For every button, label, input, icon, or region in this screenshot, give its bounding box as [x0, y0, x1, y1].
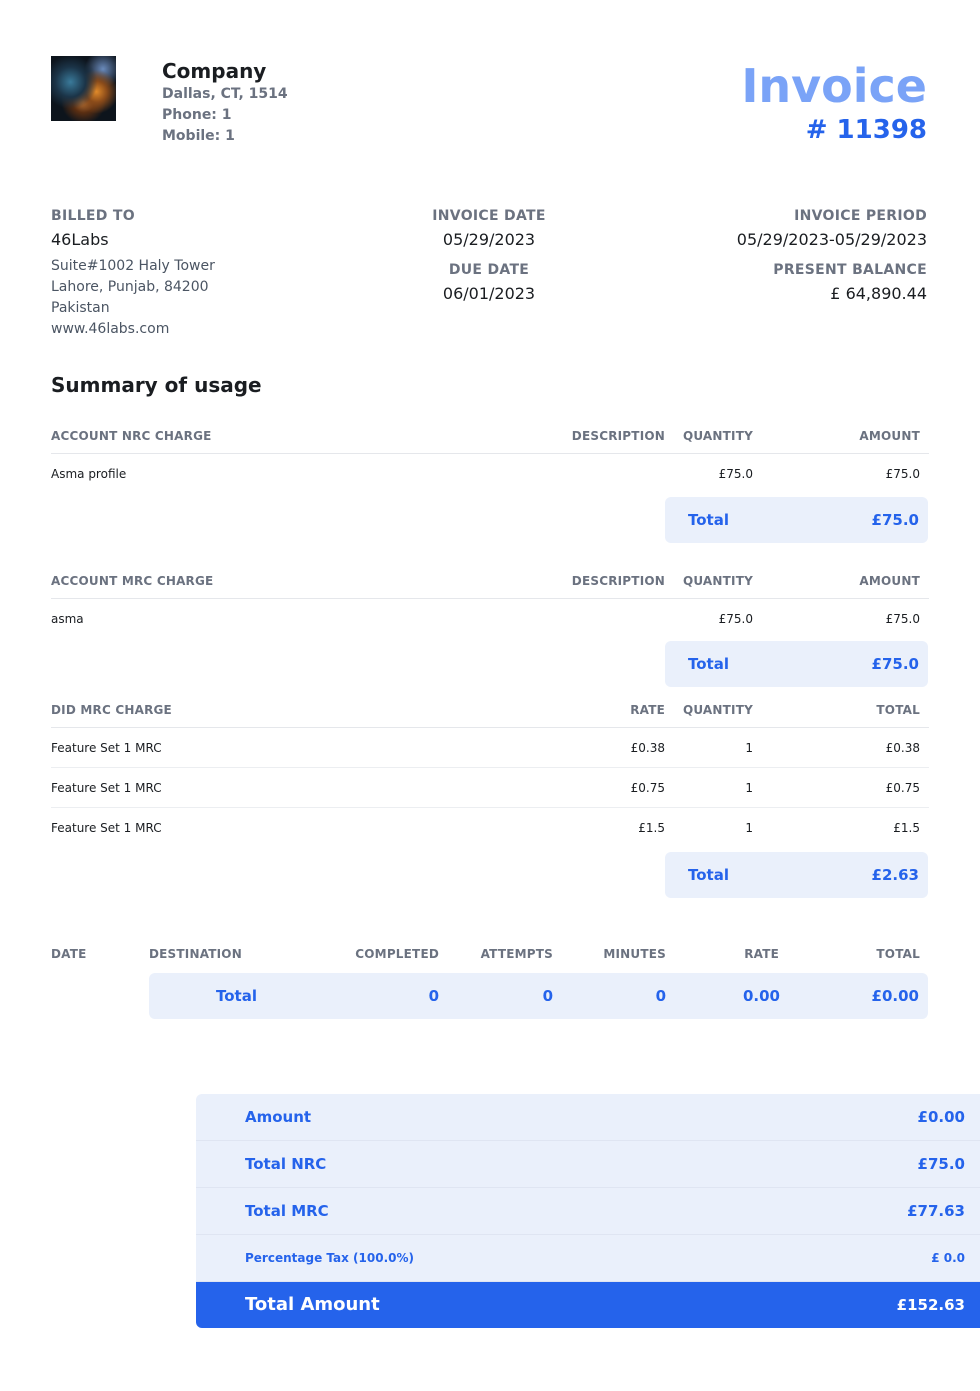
cdr-total-completed: 0	[428, 987, 439, 1005]
total-label: Total	[688, 866, 729, 884]
company-mobile: Mobile: 1	[162, 128, 235, 144]
did-total-value: £2.63	[871, 866, 919, 884]
did-header-charge: DID MRC CHARGE	[51, 703, 172, 717]
invoice-period	[737, 208, 927, 305]
final-nrc-value: £75.0	[917, 1155, 965, 1173]
present-balance: £ 64,890.44	[830, 284, 927, 303]
invoice-period-label: INVOICE PERIOD	[794, 208, 927, 224]
grand-total-label: Total Amount	[245, 1294, 380, 1315]
mrc-header-quantity: QUANTITY	[682, 574, 753, 588]
row-total: £1.5	[893, 821, 920, 835]
did-header-rate: RATE	[630, 703, 665, 717]
row-name: Asma profile	[51, 467, 127, 481]
cdr-header-destination: DESTINATION	[149, 947, 242, 961]
cdr-table-header	[51, 937, 929, 971]
final-nrc-label: Total NRC	[245, 1155, 327, 1173]
table-row	[51, 599, 929, 639]
final-tax-value: £ 0.0	[931, 1251, 965, 1265]
due-date: 06/01/2023	[442, 284, 536, 303]
invoice-period-value: 05/29/2023-05/29/2023	[736, 230, 927, 249]
cdr-total-value: £0.00	[871, 987, 919, 1005]
nrc-header-charge: ACCOUNT NRC CHARGE	[51, 429, 212, 443]
grand-total-value: £152.63	[896, 1296, 965, 1314]
table-row	[51, 808, 929, 848]
cdr-header-rate: RATE	[744, 947, 779, 961]
final-nrc-row	[196, 1141, 980, 1188]
table-row	[51, 768, 929, 808]
did-total-box	[665, 852, 928, 898]
final-tax-label: Percentage Tax (100.0%)	[245, 1251, 414, 1265]
cdr-total-row	[149, 973, 928, 1019]
row-quantity: £75.0	[718, 612, 753, 626]
row-quantity: 1	[745, 821, 753, 835]
billed-to-website: www.46labs.com	[51, 321, 170, 337]
cdr-header-date: DATE	[51, 947, 87, 961]
nrc-header-amount: AMOUNT	[859, 429, 920, 443]
due-date-label: DUE DATE	[448, 262, 530, 278]
row-quantity: 1	[745, 781, 753, 795]
cdr-total-rate: 0.00	[742, 987, 780, 1005]
row-total: £0.38	[885, 741, 920, 755]
row-quantity: 1	[745, 741, 753, 755]
total-label: Total	[688, 511, 729, 529]
billed-to-country: Pakistan	[51, 300, 110, 316]
row-name: Feature Set 1 MRC	[51, 781, 162, 795]
mrc-total-value: £75.0	[871, 655, 919, 673]
table-header	[51, 418, 929, 454]
company-info	[162, 58, 288, 147]
did-table	[51, 692, 929, 848]
row-name: Feature Set 1 MRC	[51, 741, 162, 755]
company-logo	[51, 56, 116, 121]
company-phone: Phone: 1	[162, 107, 232, 123]
final-amount-row	[196, 1094, 980, 1141]
row-name: asma	[51, 612, 84, 626]
cdr-total-minutes: 0	[655, 987, 666, 1005]
row-quantity: £75.0	[718, 467, 753, 481]
billed-to-address-1: Suite#1002 Haly Tower	[51, 258, 215, 274]
row-amount: £75.0	[885, 612, 920, 626]
table-header	[51, 563, 929, 599]
billed-to-label: BILLED TO	[51, 208, 135, 224]
final-mrc-label: Total MRC	[245, 1202, 329, 1220]
row-rate: £0.38	[630, 741, 665, 755]
billed-to-name: 46Labs	[51, 230, 109, 249]
final-amount-value: £0.00	[917, 1108, 965, 1126]
table-row	[51, 728, 929, 768]
nrc-total-box	[665, 497, 928, 543]
table-header	[51, 692, 929, 728]
cdr-header-completed: COMPLETED	[355, 947, 439, 961]
company-name: Company	[162, 59, 267, 83]
nrc-table	[51, 418, 929, 494]
total-label: Total	[688, 655, 729, 673]
mrc-table	[51, 563, 929, 639]
cdr-total-label: Total	[216, 987, 257, 1005]
mrc-header-amount: AMOUNT	[859, 574, 920, 588]
billed-to-address-2: Lahore, Punjab, 84200	[51, 279, 209, 295]
invoice-title: Invoice	[741, 59, 927, 113]
row-amount: £75.0	[885, 467, 920, 481]
billed-to	[51, 208, 215, 340]
row-rate: £0.75	[630, 781, 665, 795]
final-mrc-row	[196, 1188, 980, 1235]
summary-title: Summary of usage	[51, 373, 262, 397]
final-tax-row	[196, 1235, 980, 1282]
cdr-total-attempts: 0	[542, 987, 553, 1005]
cdr-header-attempts: ATTEMPTS	[480, 947, 553, 961]
nrc-header-quantity: QUANTITY	[682, 429, 753, 443]
cdr-header-minutes: MINUTES	[603, 947, 666, 961]
table-row	[51, 454, 929, 494]
final-totals	[196, 1094, 980, 1328]
did-header-quantity: QUANTITY	[682, 703, 753, 717]
final-amount-label: Amount	[245, 1108, 312, 1126]
did-header-total: TOTAL	[876, 703, 920, 717]
grand-total-row	[196, 1282, 980, 1328]
final-mrc-value: £77.63	[907, 1202, 965, 1220]
invoice-dates	[389, 208, 589, 305]
invoice-number: # 11398	[805, 115, 927, 145]
company-address: Dallas, CT, 1514	[162, 86, 288, 102]
invoice-header	[741, 58, 927, 146]
row-total: £0.75	[885, 781, 920, 795]
row-rate: £1.5	[638, 821, 665, 835]
invoice-date-label: INVOICE DATE	[432, 208, 546, 224]
present-balance-label: PRESENT BALANCE	[773, 262, 927, 278]
nrc-total-value: £75.0	[871, 511, 919, 529]
mrc-header-description: DESCRIPTION	[571, 574, 665, 588]
mrc-total-box	[665, 641, 928, 687]
mrc-header-charge: ACCOUNT MRC CHARGE	[51, 574, 214, 588]
row-name: Feature Set 1 MRC	[51, 821, 162, 835]
cdr-header-total: TOTAL	[876, 947, 920, 961]
invoice-date: 05/29/2023	[442, 230, 536, 249]
nrc-header-description: DESCRIPTION	[571, 429, 665, 443]
